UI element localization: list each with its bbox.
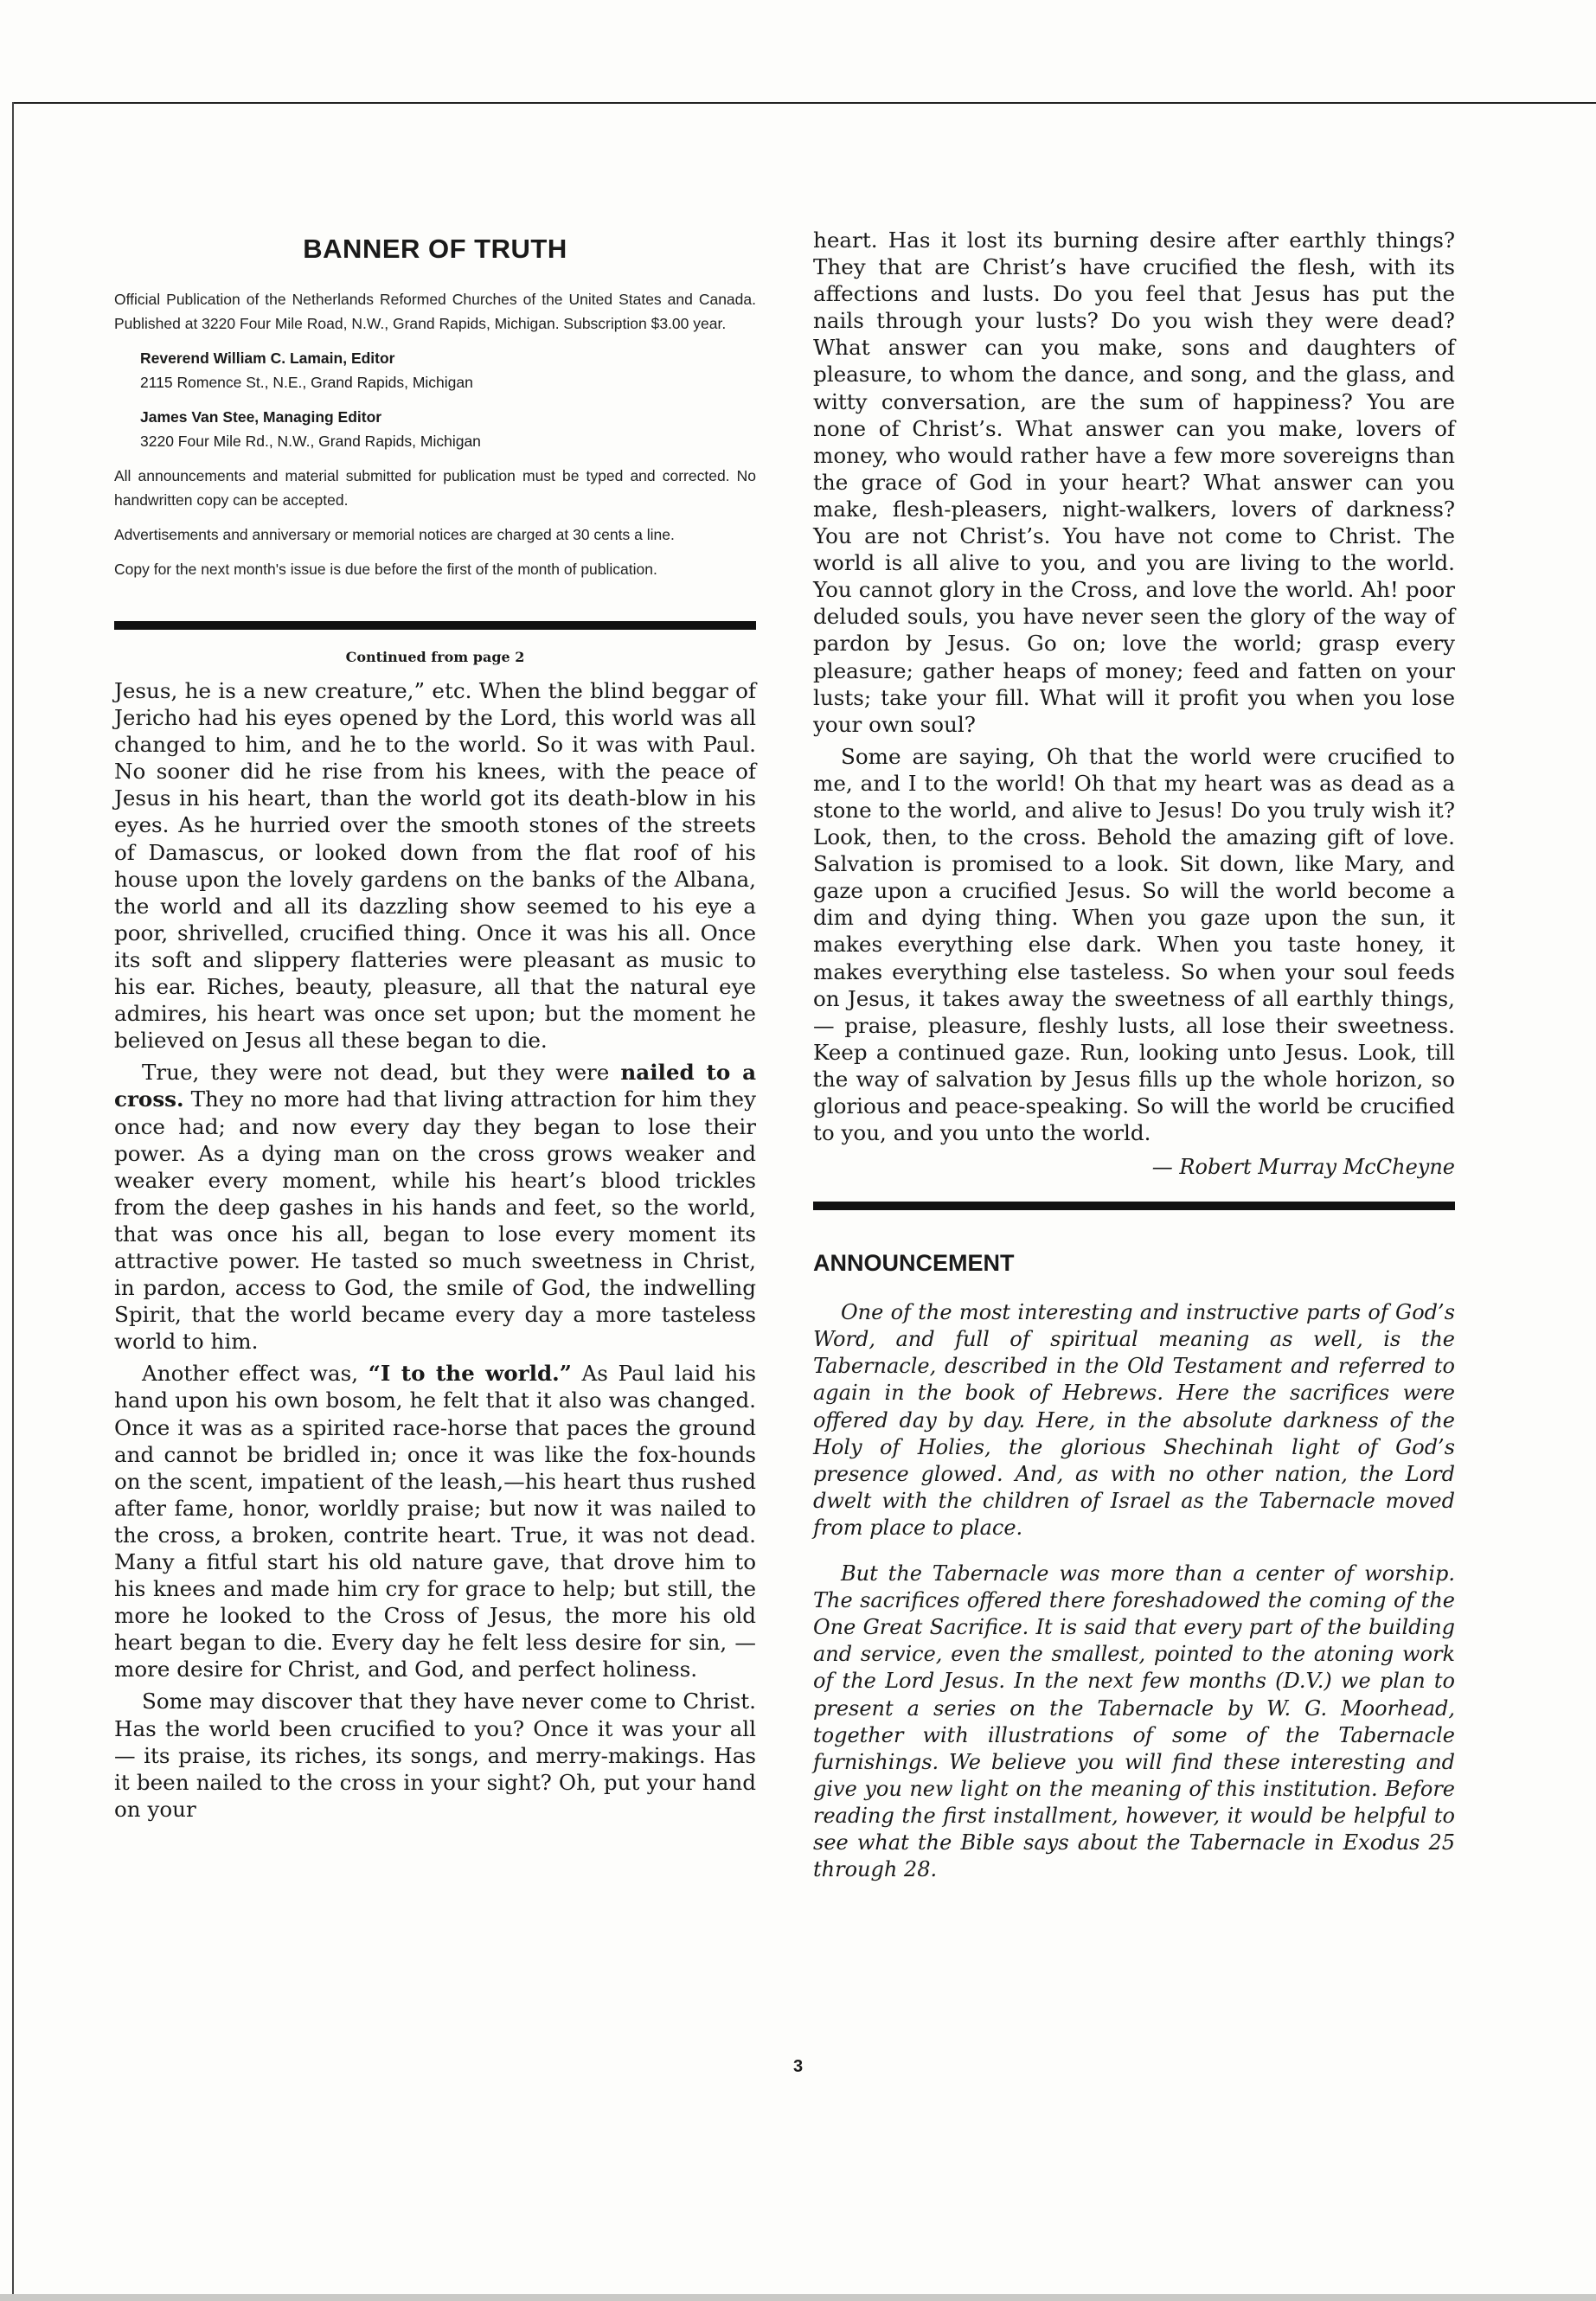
announcement-paragraph-2: But the Tabernacle was more than a center of worship. The sacrifices offered there foreshadowed the coming of the One Great Sacrifice. It is said that every part of the building and service, even the smallest, pointed to the atoning work of the Lord Jesus. In the next few months (D.V.) we plan to present a series on the Tabernacle by W. G. Moorhead, together with illustrations of some of the Tabernacle furnishings. We believe you will find these interesting and give you new light on the meaning of this institution. Before reading the first installment, however, it would be helpful to see what the Bible says about the Tabernacle in Exodus 25 through 28. (813, 1561, 1455, 1882)
article-paragraph-3-text-a: Another effect was, (142, 1361, 359, 1387)
managing-editor-address: 3220 Four Mile Rd., N.W., Grand Rapids, Michigan (140, 433, 481, 450)
article-body-right (813, 227, 1455, 1146)
left-column (114, 227, 756, 1823)
note-copy-deadline: Copy for the next month's issue is due before the first of the month of publication. (114, 561, 657, 578)
note-advertisements: Advertisements and anniversary or memorial notices are charged at 30 cents a line. (114, 526, 675, 543)
article-paragraph-4: Some may discover that they have never come to Christ. Has the world been crucified to you? Once it was your all — its praise, its riches, its songs, and merry-makings. Has it been nailed to the cross in your sight? Oh, put your hand on your (114, 1689, 756, 1822)
page-number: 3 (792, 2057, 804, 2076)
article-paragraph-2-text-b: They no more had that living attraction for him they once had; and now every day they began to lose their power. As a dying man on the cross grows weaker and weaker every moment, while his heart’s blood trickles from the deep gashes in his hands and feet, so the world, that was once his all, began to lose every moment its attractive power. He tasted so much sweetness in Christ, in pardon, access to God, the smile of God, the indwelling Spirit, that the world became every day a more tasteless world to him. (114, 1086, 756, 1355)
continued-note: Continued from page 2 (345, 649, 525, 665)
article-paragraph-2-emphasis: nailed to a cross. (114, 1060, 757, 1112)
article-paragraph-6: Some are saying, Oh that the world were crucified to me, and I to the world! Oh that my heart was as dead as a stone to the world, and alive to Jesus! Do you truly wish it? Look, then, to the cross. Behold the amazing gift of love. Salvation is promised to a look. Sit down, like Mary, and gaze upon a crucified Jesus. So will the world become a dim and dying thing. When you gaze upon the sun, it makes everything else dark. When you taste honey, it makes everything else tasteless. So when your soul feeds on Jesus, it takes away the sweetness of all earthly things, — praise, pleasure, fleshly lusts, all lose their sweetness. Keep a continued gaze. Run, looking unto Jesus. Look, till the way of salvation by Jesus fills up the whole horizon, so glorious and peace-speaking. So will the world be crucified to you, and you unto the world. (813, 743, 1455, 1146)
masthead-info: Official Publication of the Netherlands Reformed Churches of the United States and Canada. Published at 3220 Four Mile Road, N.W., Grand Rapids, Michigan. Subscription $3.00 year. (114, 291, 756, 332)
article-paragraph-2-text-a: True, they were not dead, but they were (142, 1060, 610, 1086)
announcement-body (813, 1299, 1455, 1883)
managing-editor-block (140, 405, 756, 453)
scan-edge-top (12, 102, 1596, 104)
note-material: All announcements and material submitted for publication must be typed and corrected. No handwritten copy can be accepted. (114, 467, 756, 509)
editor-name: Reverend William C. Lamain, Editor (140, 349, 395, 367)
announcement-divider (813, 1202, 1455, 1210)
article-body-left (114, 677, 756, 1823)
masthead-title: BANNER OF TRUTH (303, 234, 567, 264)
editor-block (140, 346, 756, 394)
article-paragraph-5: heart. Has it lost its burning desire after earthly things? They that are Christ’s have crucified the flesh, with its affections and lusts. Do you feel that Jesus has put the nails through your lusts? Do you wish they were dead? What answer can you make, sons and daughters of pleasure, to whom the dance, and song, and the glass, and witty conversation, are the sum of happiness? You are none of Christ’s. What answer can you make, lovers of money, who would rather have a few more sovereigns than the grace of God in your heart? What answer can you make, flesh-pleasers, night-walkers, lovers of darkness? You are not Christ’s. You have not come to Christ. The world is all alive to you, and you are living to the world. You cannot glory in the Cross, and love the world. Ah! poor deluded souls, you have never seen the glory of the way of pardon by Jesus. Go on; love the world; grasp every pleasure; gather heaps of money; feed and fatten on your lusts; take your fill. What will it profit you when you lose your own soul? (813, 228, 1455, 737)
article-paragraph-2 (114, 1059, 756, 1355)
masthead-divider (114, 621, 756, 630)
editor-address: 2115 Romence St., N.E., Grand Rapids, Michigan (140, 374, 473, 391)
scan-edge-bottom (0, 2294, 1596, 2301)
article-paragraph-1: Jesus, he is a new creature,” etc. When the blind beggar of Jericho had his eyes opened by the Lord, this world was all changed to him, and he to the world. So it was with Paul. No sooner did he rise from his knees, with the peace of Jesus in his heart, than the world got its death-blow in his eyes. As he hurried over the smooth stones of the streets of Damascus, or looked down from the flat roof of his house upon the lovely gardens on the banks of the Albana, the world and all its dazzling show seemed to his eye a poor, shrivelled, crucified thing. Once it was his all. Once its soft and slippery flatteries were pleasant as music to his ear. Riches, beauty, pleasure, all that the natural eye admires, his heart was once set upon; but the moment he believed on Jesus all these began to die. (114, 678, 756, 1054)
right-column (813, 227, 1455, 1883)
article-paragraph-3-emphasis: “I to the world.” (368, 1361, 572, 1387)
announcement-paragraph-1: One of the most interesting and instructive parts of God’s Word, and full of spiritual meaning as well, is the Tabernacle, described in the Old Testament and referred to again in the book of Hebrews. Here the sacrifices were offered day by day. Here, in the absolute darkness of the Holy of Holies, the glorious Shechinah light of God’s presence glowed. And, as with no other nation, the Lord dwelt with the children of Israel as the Tabernacle moved from place to place. (813, 1300, 1455, 1540)
article-paragraph-3-text-b: As Paul laid his hand upon his own bosom, he felt that it also was changed. Once it was as a spirited race-horse that paces the ground and cannot be bridled in; once it was like the fox-hounds on the scent, impatient of the leash,—his heart thus rushed after fame, honor, worldly praise; but now it was nailed to the cross, a broken, contrite heart. True, it was not dead. Many a fitful start his old nature gave, that drove him to his knees and made him cry for grace to help; but still, the more he looked to the Cross of Jesus, the more his old heart began to die. Every day he felt less desire for sin, — more desire for Christ, and God, and perfect holiness. (114, 1361, 757, 1682)
article-signature: — Robert Murray McCheyne (1151, 1155, 1455, 1180)
scan-edge-left (12, 102, 14, 2301)
announcement-title: ANNOUNCEMENT (813, 1250, 1015, 1277)
managing-editor-name: James Van Stee, Managing Editor (140, 408, 382, 426)
article-paragraph-3 (114, 1360, 756, 1682)
